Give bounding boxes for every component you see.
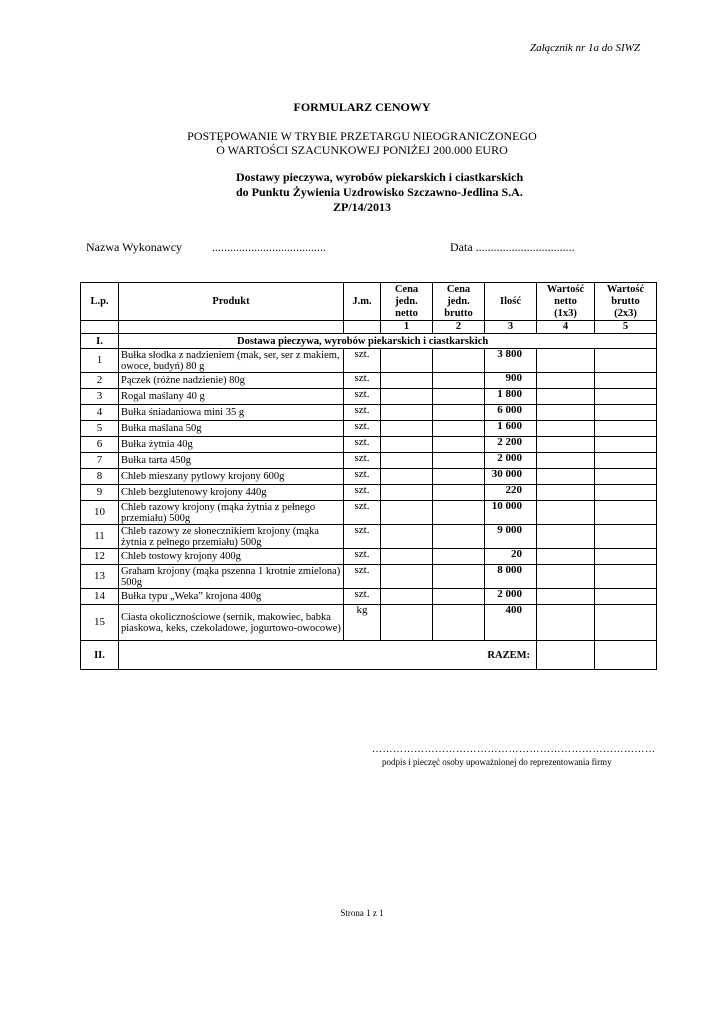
header-unit: J.m. xyxy=(344,283,381,321)
row-gross-price-cell[interactable] xyxy=(433,405,485,421)
header-lp: L.p. xyxy=(81,283,119,321)
row-net-price-cell[interactable] xyxy=(381,389,433,405)
row-unit: szt. xyxy=(344,469,381,485)
row-qty: 8 000 xyxy=(485,565,537,589)
row-gross-price-cell[interactable] xyxy=(433,565,485,589)
row-net-price-cell[interactable] xyxy=(381,549,433,565)
row-gross-price-cell[interactable] xyxy=(433,389,485,405)
row-lp: 15 xyxy=(81,605,119,641)
header-product: Produkt xyxy=(119,283,344,321)
sum-net-value-cell[interactable] xyxy=(537,641,595,670)
procedure-line-1: POSTĘPOWANIE W TRYBIE PRZETARGU NIEOGRANICZONEGO xyxy=(187,129,537,143)
header-net-value: Wartość netto (1x3) xyxy=(537,283,595,321)
row-qty: 1 800 xyxy=(485,389,537,405)
row-net-price-cell[interactable] xyxy=(381,485,433,501)
row-net-price-cell[interactable] xyxy=(381,453,433,469)
row-net-price-cell[interactable] xyxy=(381,525,433,549)
row-product: Bułka śniadaniowa mini 35 g xyxy=(119,405,344,421)
row-gross-value-cell[interactable] xyxy=(595,405,657,421)
row-qty: 9 000 xyxy=(485,525,537,549)
product-rows xyxy=(81,349,657,641)
row-gross-value-cell[interactable] xyxy=(595,525,657,549)
header-gross-price: Cena jedn. brutto xyxy=(433,283,485,321)
row-product: Bułka żytnia 40g xyxy=(119,437,344,453)
table-row xyxy=(81,389,657,405)
row-net-value-cell[interactable] xyxy=(537,501,595,525)
row-product: Chleb razowy ze słonecznikiem krojony (mąka żytnia z pełnego przemiału) 500g xyxy=(119,525,344,549)
row-product: Bułka słodka z nadzieniem (mak, ser, ser z makiem, owoce, budyń) 80 g xyxy=(119,349,344,373)
table-row xyxy=(81,437,657,453)
row-product: Bułka maślana 50g xyxy=(119,421,344,437)
subject-line-1: Dostawy pieczywa, wyrobów piekarskich i ciastkarskich xyxy=(236,170,524,184)
table-row xyxy=(81,485,657,501)
col-number: 2 xyxy=(433,321,485,334)
row-lp: 3 xyxy=(81,389,119,405)
row-net-value-cell[interactable] xyxy=(537,349,595,373)
row-qty: 2 200 xyxy=(485,437,537,453)
row-unit: szt. xyxy=(344,389,381,405)
col-number: 3 xyxy=(485,321,537,334)
row-net-price-cell[interactable] xyxy=(381,589,433,605)
row-unit: szt. xyxy=(344,565,381,589)
table-row xyxy=(81,605,657,641)
row-net-value-cell[interactable] xyxy=(537,525,595,549)
row-gross-price-cell[interactable] xyxy=(433,485,485,501)
reference-number: ZP/14/2013 xyxy=(333,200,392,214)
row-gross-value-cell[interactable] xyxy=(595,589,657,605)
table-row xyxy=(81,373,657,389)
row-lp: 5 xyxy=(81,421,119,437)
row-gross-price-cell[interactable] xyxy=(433,373,485,389)
col-number: 1 xyxy=(381,321,433,334)
row-product: Chleb razowy krojony (mąka żytnia z pełnego przemiału) 500g xyxy=(119,501,344,525)
row-net-value-cell[interactable] xyxy=(537,421,595,437)
row-gross-price-cell[interactable] xyxy=(433,437,485,453)
row-net-value-cell[interactable] xyxy=(537,373,595,389)
price-table xyxy=(80,282,657,670)
row-net-value-cell[interactable] xyxy=(537,437,595,453)
row-net-price-cell[interactable] xyxy=(381,565,433,589)
row-gross-value-cell[interactable] xyxy=(595,437,657,453)
table-row xyxy=(81,421,657,437)
row-lp: 12 xyxy=(81,549,119,565)
row-gross-price-cell[interactable] xyxy=(433,589,485,605)
row-product: Graham krojony (mąka pszenna 1 krotnie zmielona) 500g xyxy=(119,565,344,589)
row-unit: szt. xyxy=(344,421,381,437)
row-qty: 900 xyxy=(485,373,537,389)
table-row xyxy=(81,549,657,565)
row-unit: szt. xyxy=(344,485,381,501)
row-gross-value-cell[interactable] xyxy=(595,485,657,501)
table-row xyxy=(81,589,657,605)
row-lp: 11 xyxy=(81,525,119,549)
procedure-line-2: O WARTOŚCI SZACUNKOWEJ PONIŻEJ 200.000 EURO xyxy=(216,143,508,157)
row-gross-price-cell[interactable] xyxy=(433,605,485,641)
row-qty: 6 000 xyxy=(485,405,537,421)
row-lp: 6 xyxy=(81,437,119,453)
row-product: Pączek (różne nadzienie) 80g xyxy=(119,373,344,389)
row-lp: 13 xyxy=(81,565,119,589)
row-gross-value-cell[interactable] xyxy=(595,373,657,389)
header-net-price: Cena jedn. netto xyxy=(381,283,433,321)
row-net-value-cell[interactable] xyxy=(537,485,595,501)
row-product: Bułka typu „Weka” krojona 400g xyxy=(119,589,344,605)
signature-line: ……………………………………………………………………… xyxy=(372,744,656,755)
row-lp: 1 xyxy=(81,349,119,373)
row-unit: kg xyxy=(344,605,381,641)
page-footer: Strona 1 z 1 xyxy=(340,908,384,918)
row-lp: 10 xyxy=(81,501,119,525)
row-product: Rogal maślany 40 g xyxy=(119,389,344,405)
section-title: Dostawa pieczywa, wyrobów piekarskich i ciastkarskich xyxy=(119,334,657,349)
row-lp: 8 xyxy=(81,469,119,485)
row-net-price-cell[interactable] xyxy=(381,501,433,525)
contractor-field xyxy=(86,240,326,255)
table-row xyxy=(81,469,657,485)
sum-number: II. xyxy=(81,641,119,670)
row-unit: szt. xyxy=(344,437,381,453)
row-gross-price-cell[interactable] xyxy=(433,349,485,373)
row-product: Ciasta okolicznościowe (sernik, makowiec, babka piaskowa, keks, czekoladowe, jogurtowo-owocowe) xyxy=(119,605,344,641)
row-lp: 4 xyxy=(81,405,119,421)
row-product: Bułka tarta 450g xyxy=(119,453,344,469)
section-number: I. xyxy=(81,334,119,349)
subject-line-2: do Punktu Żywienia Uzdrowisko Szczawno-Jedlina S.A. xyxy=(236,185,523,199)
row-product: Chleb tostowy krojony 400g xyxy=(119,549,344,565)
row-gross-value-cell[interactable] xyxy=(595,501,657,525)
sum-gross-value-cell[interactable] xyxy=(595,641,657,670)
row-net-value-cell[interactable] xyxy=(537,469,595,485)
row-qty: 1 600 xyxy=(485,421,537,437)
row-gross-value-cell[interactable] xyxy=(595,349,657,373)
row-gross-price-cell[interactable] xyxy=(433,525,485,549)
col-number: 4 xyxy=(537,321,595,334)
row-product: Chleb bezglutenowy krojony 440g xyxy=(119,485,344,501)
row-gross-value-cell[interactable] xyxy=(595,565,657,589)
row-unit: szt. xyxy=(344,501,381,525)
header-qty: Ilość xyxy=(485,283,537,321)
row-net-value-cell[interactable] xyxy=(537,549,595,565)
row-unit: szt. xyxy=(344,405,381,421)
table-row xyxy=(81,349,657,373)
sum-row xyxy=(81,641,657,670)
row-unit: szt. xyxy=(344,453,381,469)
row-qty: 30 000 xyxy=(485,469,537,485)
row-lp: 7 xyxy=(81,453,119,469)
row-net-value-cell[interactable] xyxy=(537,405,595,421)
row-unit: szt. xyxy=(344,373,381,389)
section-row xyxy=(81,334,657,349)
row-qty: 10 000 xyxy=(485,501,537,525)
row-qty: 3 800 xyxy=(485,349,537,373)
column-number-row xyxy=(81,321,657,334)
table-row xyxy=(81,501,657,525)
row-gross-value-cell[interactable] xyxy=(595,389,657,405)
row-lp: 2 xyxy=(81,373,119,389)
header-gross-value: Wartość brutto (2x3) xyxy=(595,283,657,321)
col-number: 5 xyxy=(595,321,657,334)
row-lp: 14 xyxy=(81,589,119,605)
row-net-price-cell[interactable] xyxy=(381,437,433,453)
row-net-price-cell[interactable] xyxy=(381,605,433,641)
attachment-note: Załącznik nr 1a do SIWZ xyxy=(530,42,640,54)
row-gross-price-cell[interactable] xyxy=(433,421,485,437)
row-gross-value-cell[interactable] xyxy=(595,469,657,485)
row-gross-price-cell[interactable] xyxy=(433,501,485,525)
row-net-value-cell[interactable] xyxy=(537,589,595,605)
row-net-price-cell[interactable] xyxy=(381,373,433,389)
table-row xyxy=(81,453,657,469)
row-qty: 2 000 xyxy=(485,453,537,469)
row-gross-price-cell[interactable] xyxy=(433,549,485,565)
table-header-row xyxy=(81,283,657,321)
row-net-value-cell[interactable] xyxy=(537,453,595,469)
row-qty: 2 000 xyxy=(485,589,537,605)
date-field[interactable]: Data ................................. xyxy=(450,240,575,254)
row-gross-value-cell[interactable] xyxy=(595,605,657,641)
row-qty: 220 xyxy=(485,485,537,501)
sum-label: RAZEM: xyxy=(119,641,537,670)
row-net-value-cell[interactable] xyxy=(537,565,595,589)
contractor-input-line[interactable]: ...................................... xyxy=(212,240,327,254)
row-unit: szt. xyxy=(344,589,381,605)
row-unit: szt. xyxy=(344,525,381,549)
row-qty: 20 xyxy=(485,549,537,565)
row-qty: 400 xyxy=(485,605,537,641)
row-gross-value-cell[interactable] xyxy=(595,549,657,565)
row-net-price-cell[interactable] xyxy=(381,421,433,437)
row-gross-price-cell[interactable] xyxy=(433,453,485,469)
row-gross-value-cell[interactable] xyxy=(595,453,657,469)
form-title: FORMULARZ CENOWY xyxy=(293,100,431,114)
table-row xyxy=(81,565,657,589)
table-row xyxy=(81,405,657,421)
table-row xyxy=(81,525,657,549)
row-net-price-cell[interactable] xyxy=(381,349,433,373)
signature-caption: podpis i pieczęć osoby upoważnionej do reprezentowania firmy xyxy=(382,757,612,767)
row-unit: szt. xyxy=(344,549,381,565)
row-lp: 9 xyxy=(81,485,119,501)
row-net-price-cell[interactable] xyxy=(381,469,433,485)
contractor-label: Nazwa Wykonawcy xyxy=(86,240,183,254)
row-net-value-cell[interactable] xyxy=(537,389,595,405)
row-gross-price-cell[interactable] xyxy=(433,469,485,485)
row-product: Chleb mieszany pytlowy krojony 600g xyxy=(119,469,344,485)
row-unit: szt. xyxy=(344,349,381,373)
row-net-value-cell[interactable] xyxy=(537,605,595,641)
row-net-price-cell[interactable] xyxy=(381,405,433,421)
row-gross-value-cell[interactable] xyxy=(595,421,657,437)
